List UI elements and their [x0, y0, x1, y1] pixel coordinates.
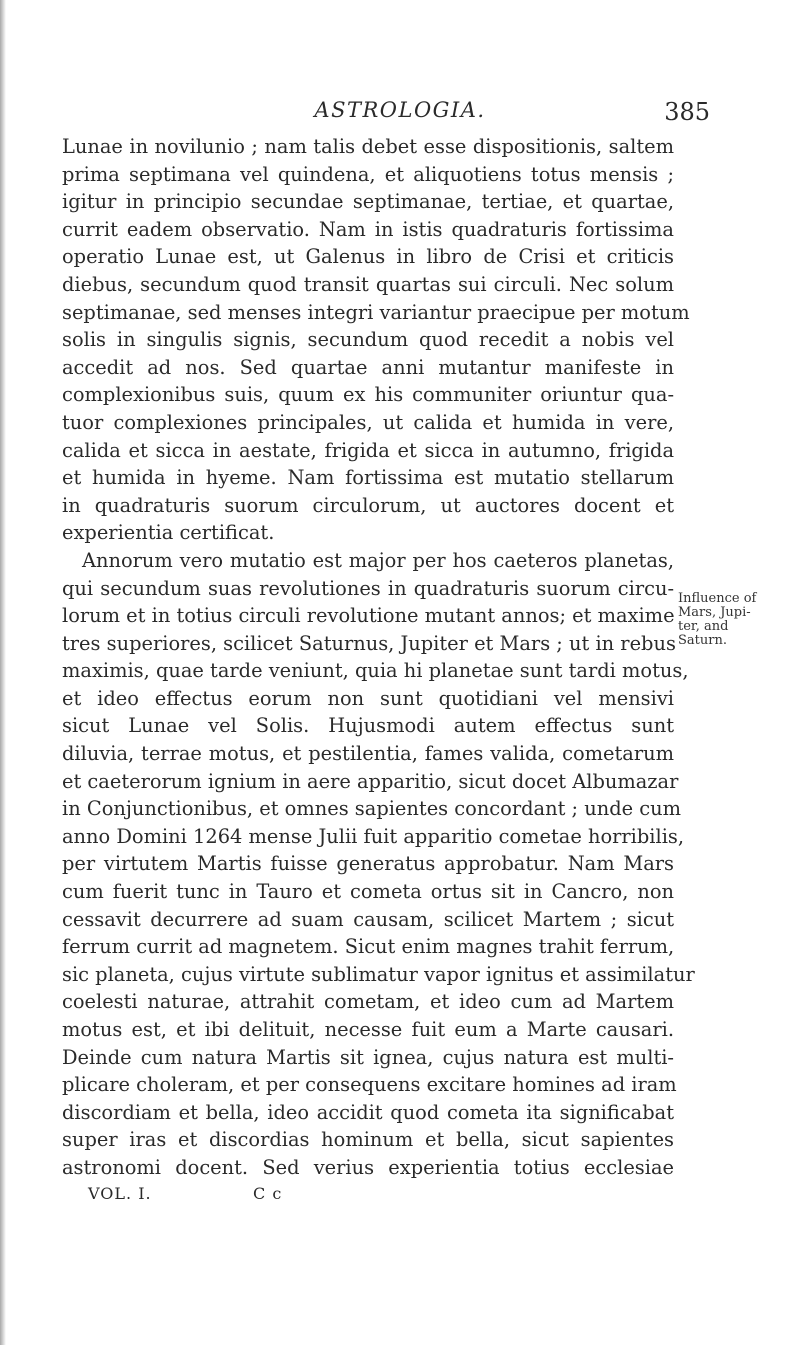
text-line: qui secundum suas revolutiones in quadraturis suorum circu- [62, 576, 674, 600]
marginal-note-line: Saturn. [678, 633, 727, 648]
text-line: anno Domini 1264 mense Julii fuit apparitio cometae horribilis, [62, 824, 685, 848]
text-line: in quadraturis suorum circulorum, ut auctores docent et [62, 493, 674, 517]
text-line: igitur in principio secundae septimanae, tertiae, et quartae, [62, 190, 674, 214]
marginal-note-line: Influence of [678, 591, 757, 606]
running-head [60, 98, 740, 128]
text-line: per virtutem Martis fuisse generatus approbatur. Nam Mars [62, 852, 674, 876]
text-line: diebus, secundum quod transit quartas sui circuli. Nec solum [62, 272, 674, 296]
text-line: et ideo effectus eorum non sunt quotidiani vel mensivi [62, 686, 674, 710]
text-line: currit eadem observatio. Nam in istis quadraturis fortissima [62, 217, 674, 241]
text-line: et caeterorum ignium in aere apparitio, sicut docet Albumazar [62, 769, 679, 793]
text-line: calida et sicca in aestate, frigida et sicca in autumno, frigida [62, 438, 674, 462]
text-line: sicut Lunae vel Solis. Hujusmodi autem effectus sunt [62, 714, 674, 738]
text-line: cum fuerit tunc in Tauro et cometa ortus sit in Cancro, non [62, 880, 674, 904]
text-line: tres superiores, scilicet Saturnus, Jupiter et Mars ; ut in rebus [62, 631, 676, 655]
text-line: cessavit decurrere ad suam causam, scilicet Martem ; sicut [62, 907, 674, 931]
text-line: coelesti naturae, attrahit cometam, et ideo cum ad Martem [62, 990, 674, 1014]
text-line: experientia certificat. [62, 521, 275, 545]
volume-label: VOL. I. [88, 1184, 152, 1203]
marginal-note [678, 592, 800, 648]
text-line: diluvia, terrae motus, et pestilentia, fames valida, cometarum [62, 742, 674, 766]
text-line: plicare choleram, et per consequens excitare homines ad iram [62, 1073, 677, 1097]
text-line: astronomi docent. Sed verius experientia totius ecclesiae [62, 1155, 674, 1179]
page-edge-shadow [0, 0, 6, 1345]
text-line: tuor complexiones principales, ut calida et humida in vere, [62, 410, 674, 434]
text-line: Deinde cum natura Martis sit ignea, cujus natura est multi- [62, 1045, 674, 1069]
text-line: operatio Lunae est, ut Galenus in libro de Crisi et criticis [62, 245, 674, 269]
text-line: ferrum currit ad magnetem. Sicut enim magnes trahit ferrum, [62, 935, 675, 959]
text-line: Lunae in novilunio ; nam talis debet esse dispositionis, saltem [62, 135, 674, 158]
text-line: discordiam et bella, ideo accidit quod cometa ita significabat [62, 1100, 674, 1124]
text-line: prima septimana vel quindena, et aliquotiens totus mensis ; [62, 162, 674, 186]
text-line: motus est, et ibi delituit, necesse fuit eum a Marte causari. [62, 1018, 674, 1041]
marginal-note-line: ter, and [678, 619, 729, 634]
signature-mark: C c [253, 1184, 283, 1203]
text-line: septimanae, sed menses integri variantur praecipue per motum [62, 300, 690, 324]
text-line: accedit ad nos. Sed quartae anni mutantur manifeste in [62, 355, 674, 379]
text-line: in Conjunctionibus, et omnes sapientes concordant ; unde cum [62, 797, 681, 821]
text-line: et humida in hyeme. Nam fortissima est mutatio stellarum [62, 466, 674, 490]
running-title: ASTROLOGIA. [314, 98, 486, 122]
text-line: sic planeta, cujus virtute sublimatur vapor ignitus et assimilatur [62, 962, 695, 986]
body-text [62, 133, 695, 1182]
text-line: Annorum vero mutatio est major per hos caeteros planetas, [82, 548, 674, 572]
marginal-note-line: Mars, Jupi- [678, 605, 751, 620]
text-line: solis in singulis signis, secundum quod recedit a nobis vel [62, 328, 674, 352]
text-line: complexionibus suis, quum ex his communiter oriuntur qua- [62, 383, 674, 407]
text-line: super iras et discordias hominum et bella, sicut sapientes [62, 1128, 674, 1152]
text-line: lorum et in totius circuli revolutione mutant annos; et maxime [62, 604, 675, 628]
page-number: 385 [664, 98, 710, 126]
text-line: maximis, quae tarde veniunt, quia hi planetae sunt tardi motus, [62, 659, 689, 683]
